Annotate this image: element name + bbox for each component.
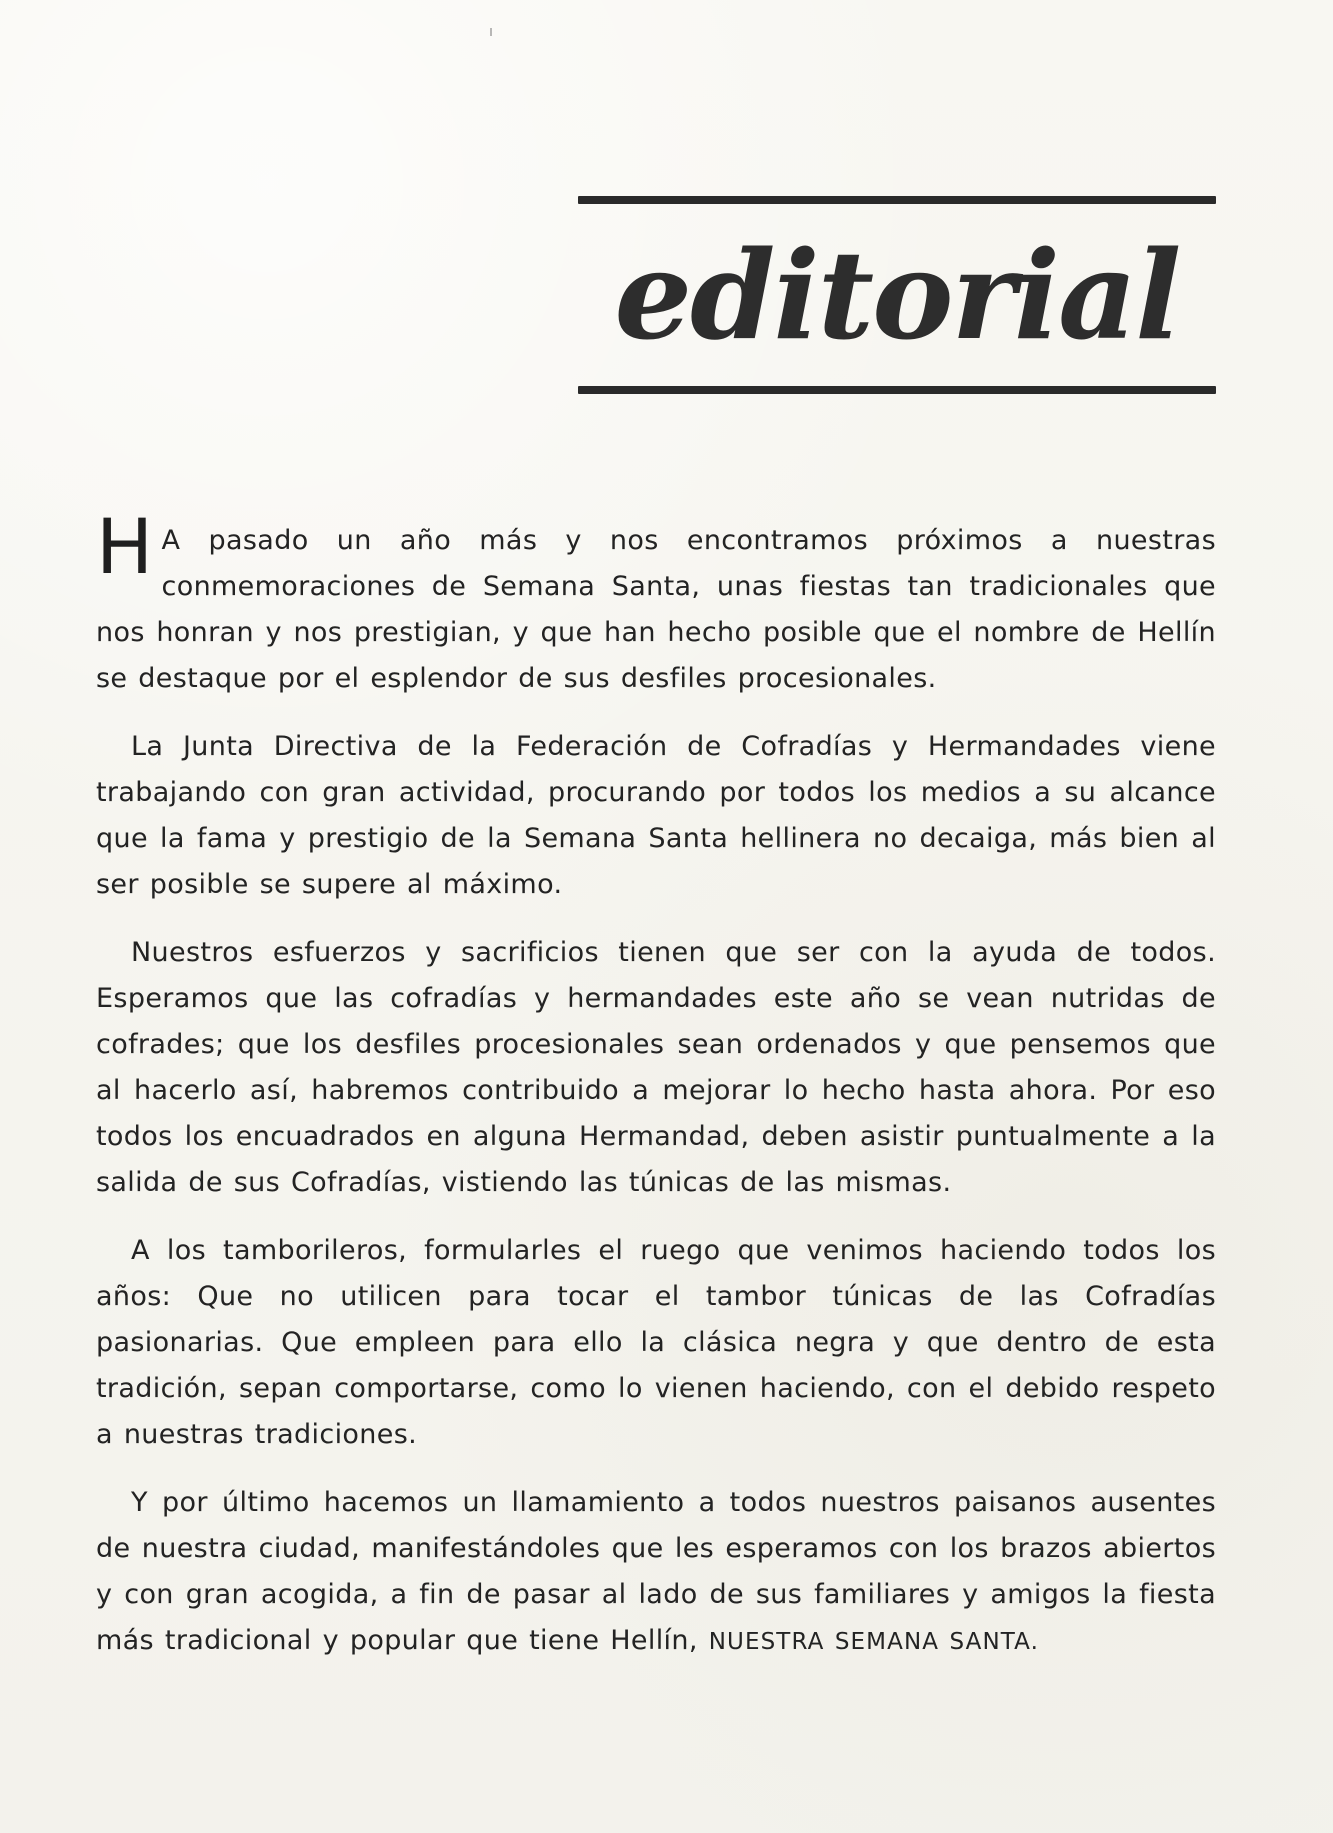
editorial-content xyxy=(96,502,1216,1687)
closing-caps: NUESTRA SEMANA SANTA. xyxy=(708,1629,1039,1655)
title-block xyxy=(578,224,1216,370)
paragraph-5 xyxy=(96,1480,1216,1665)
title-svg xyxy=(578,224,1216,370)
title-text: editorial xyxy=(614,224,1180,367)
paragraph-4: A los tamborileros, formularles el ruego que venimos haciendo todos los años: Que no utilicen para tocar el tambor túnicas de las Cofradías pasionarias. Que empleen para ello la clásica negra y que dentro de esta tradición, sepan comportarse, como lo vienen haciendo, con el debido respeto a nuestras tradiciones. xyxy=(96,1235,1216,1450)
paragraph-5-text: Y por último hacemos un llamamiento a todos nuestros paisanos ausentes de nuestra ciudad, manifestándoles que les esperamos con los brazos abiertos y con gran acogida, a fin de pasar al lado de sus familiares y amigos la fiesta más tradicional y popular que tiene Hellín, xyxy=(96,1487,1216,1656)
paragraph-3: Nuestros esfuerzos y sacrificios tienen que ser con la ayuda de todos. Esperamos que las cofradías y hermandades este año se vean nutridas de cofrades; que los desfiles procesionales sean ordenados y que pensemos que al hacerlo así, habremos contribuido a mejorar lo hecho hasta ahora. Por eso todos los encuadrados en alguna Hermandad, deben asistir puntualmente a la salida de sus Cofradías, vistiendo las túnicas de las mismas. xyxy=(96,937,1216,1198)
paragraph-2: La Junta Directiva de la Federación de Cofradías y Hermandades viene trabajando con gran actividad, procurando por todos los medios a su alcance que la fama y prestigio de la Semana Santa hellinera no decaiga, más bien al ser posible se supere al máximo. xyxy=(96,731,1216,900)
paragraph-1 xyxy=(96,502,1216,702)
editorial-header xyxy=(578,196,1216,396)
paragraph-1-text: A pasado un año más y nos encontramos próximos a nuestras conmemoraciones de Semana Santa, unas fiestas tan tradicionales que nos honran y nos prestigian, y que han hecho posible que el nombre de Hellín se destaque por el esplendor de sus desfiles procesionales. xyxy=(96,525,1216,694)
drop-cap: H xyxy=(96,502,154,591)
top-rule xyxy=(578,196,1216,204)
bottom-rule xyxy=(578,386,1216,394)
scan-mark xyxy=(490,28,492,36)
